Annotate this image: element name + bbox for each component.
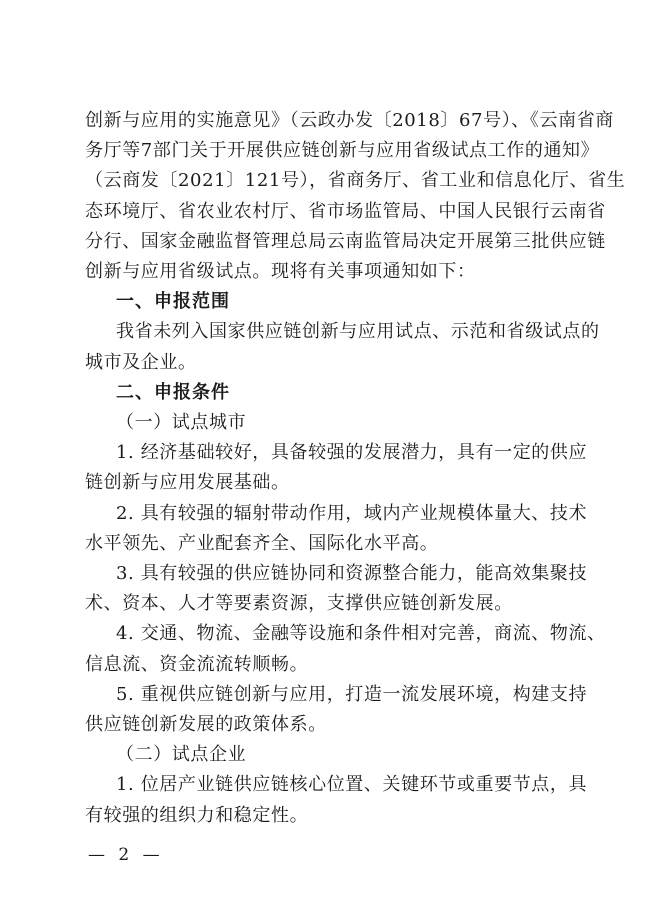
list-item-line: 1. 经济基础较好，具备较强的发展潜力，具有一定的供应	[116, 442, 588, 464]
list-item-line: 信息流、资金流流转顺畅。	[85, 653, 309, 675]
subsection-heading-enterprises: （二）试点企业	[116, 744, 247, 766]
intro-line: 态环境厅、省农业农村厅、省市场监管局、中国人民银行云南省	[85, 200, 606, 222]
intro-line: 创新与应用的实施意见》（云政办发〔2018〕67号）、《云南省商	[85, 110, 614, 131]
list-item-line: 链创新与应用发展基础。	[85, 472, 290, 494]
list-item-line: 3. 具有较强的供应链协同和资源整合能力，能高效集聚技	[116, 563, 588, 584]
intro-line: 创新与应用省级试点。现将有关事项通知如下：	[85, 261, 476, 282]
list-item-line: 4. 交通、物流、金融等设施和条件相对完善，商流、物流、	[116, 623, 606, 645]
list-item-line: 术、资本、人才等要素资源，支撑供应链创新发展。	[85, 593, 513, 615]
list-item-line: 5. 重视供应链创新与应用，打造一流发展环境，构建支持	[116, 683, 588, 705]
list-item-line: 供应链创新发展的政策体系。	[85, 714, 327, 735]
page-number: — 2 —	[88, 844, 164, 865]
subsection-heading-cities: （一）试点城市	[116, 412, 247, 433]
intro-line: （云商发〔2021〕121号），省商务厅、省工业和信息化厅、省生	[85, 170, 626, 192]
list-item-line: 有较强的组织力和稳定性。	[85, 804, 309, 826]
section-heading-scope: 一、申报范围	[116, 291, 230, 313]
paragraph-line: 我省未列入国家供应链创新与应用试点、示范和省级试点的	[116, 321, 600, 343]
list-item-line: 1. 位居产业链供应链核心位置、关键环节或重要节点，具	[116, 774, 588, 796]
paragraph-line: 城市及企业。	[85, 351, 197, 373]
intro-line: 务厅等7部门关于开展供应链创新与应用省级试点工作的通知》	[85, 140, 600, 162]
intro-line: 分行、国家金融监督管理总局云南监管局决定开展第三批供应链	[85, 230, 606, 252]
section-heading-conditions: 二、申报条件	[116, 381, 230, 403]
list-item-line: 水平领先、产业配套齐全、国际化水平高。	[85, 532, 439, 554]
list-item-line: 2. 具有较强的辐射带动作用，域内产业规模体量大、技术	[116, 502, 588, 524]
